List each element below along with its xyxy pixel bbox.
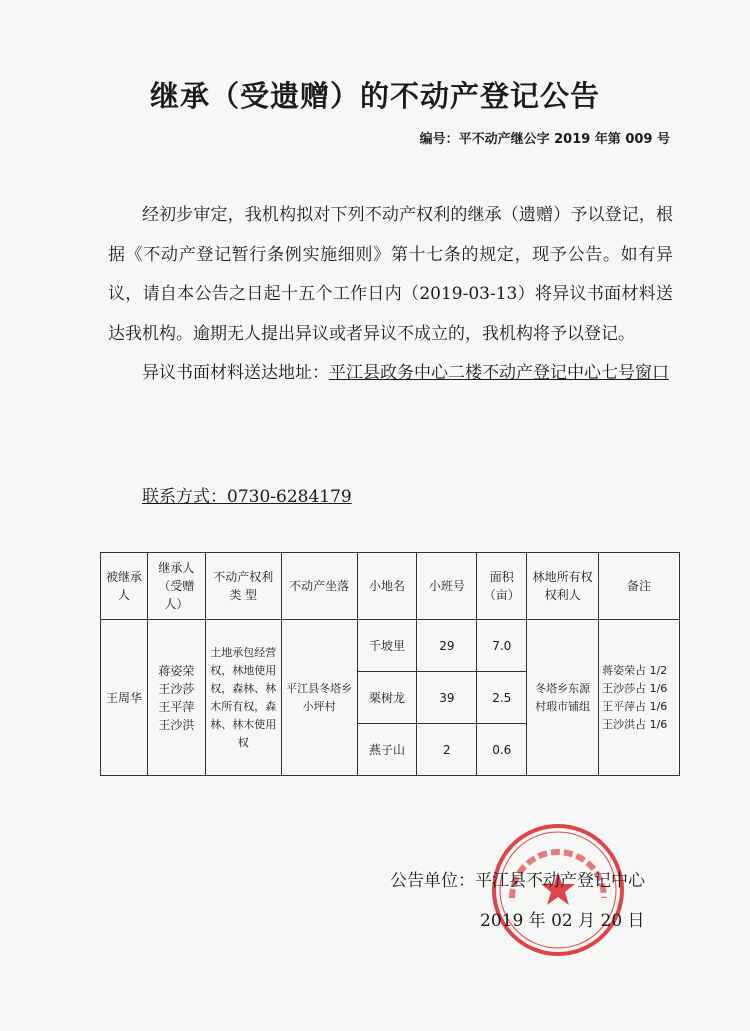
header-cell: 不动产权利类 型 <box>205 553 281 620</box>
plot-number-cell: 29 <box>417 620 477 672</box>
plot-area-cell: 2.5 <box>477 672 527 724</box>
owner-cell: 冬塔乡东源村瑕市铺组 <box>527 620 599 776</box>
heir-name: 蒋姿荣 <box>158 663 195 678</box>
header-cell: 继承人（受赠人） <box>147 553 205 620</box>
table-row <box>101 620 680 672</box>
registration-table <box>100 552 680 776</box>
plot-name-cell: 栗树龙 <box>357 672 417 724</box>
remark-line: 王平萍占 1/6 <box>602 699 668 713</box>
header-cell: 林地所有权权利人 <box>527 553 599 620</box>
address-value: 平江县政务中心二楼不动产登记中心七号窗口 <box>329 363 669 383</box>
issuer-line: 公告单位：平江县不动产登记中心 <box>390 871 645 891</box>
notice-body <box>108 196 673 394</box>
heirs-cell <box>147 620 205 776</box>
table-header-row <box>101 553 680 620</box>
decedent-cell: 王周华 <box>101 620 148 776</box>
location-cell: 平江县冬塔乡小坪村 <box>281 620 357 776</box>
header-cell: 小地名 <box>357 553 417 620</box>
plot-name-cell: 千坡里 <box>357 620 417 672</box>
plot-number-cell: 2 <box>417 724 477 776</box>
plot-name-cell: 燕子山 <box>357 724 417 776</box>
header-cell: 被继承人 <box>101 553 148 620</box>
page-title: 继承（受遗赠）的不动产登记公告 <box>149 79 600 113</box>
remark-line: 王沙洪占 1/6 <box>602 717 668 731</box>
issue-date: 2019 年 02 月 20 日 <box>480 911 645 931</box>
heir-name: 王沙洪 <box>158 717 195 732</box>
remark-line: 蒋姿荣占 1/2 <box>602 663 668 677</box>
header-cell: 面积（亩） <box>477 553 527 620</box>
main-paragraph: 经初步审定，我机构拟对下列不动产权利的继承（遗赠）予以登记，根据《不动产登记暂行条例实施细则》第十七条的规定，现予公告。如有异议，请自本公告之日起十五个工作日内（2019-03-13）将异议书面材料送达我机构。逾期无人提出异议或者异议不成立的，我机构将予以登记。 <box>108 205 673 344</box>
plot-area-cell: 0.6 <box>477 724 527 776</box>
right-type-cell: 土地承包经营权，林地使用权，森林、林木所有权，森林、林木使用权 <box>205 620 281 776</box>
contact-line: 联系方式：0730-6284179 <box>142 487 352 507</box>
header-cell: 备注 <box>599 553 680 620</box>
header-cell: 不动产坐落 <box>281 553 357 620</box>
remarks-cell <box>599 620 680 776</box>
heir-name: 王沙莎 <box>158 681 195 696</box>
heir-name: 王平萍 <box>158 699 195 714</box>
address-line <box>108 354 673 394</box>
remark-line: 王沙莎占 1/6 <box>602 681 668 695</box>
plot-number-cell: 39 <box>417 672 477 724</box>
address-label: 异议书面材料送达地址： <box>142 363 329 383</box>
header-cell: 小班号 <box>417 553 477 620</box>
plot-area-cell: 7.0 <box>477 620 527 672</box>
document-number: 编号：平不动产继公字 2019 年第 009 号 <box>419 132 670 147</box>
